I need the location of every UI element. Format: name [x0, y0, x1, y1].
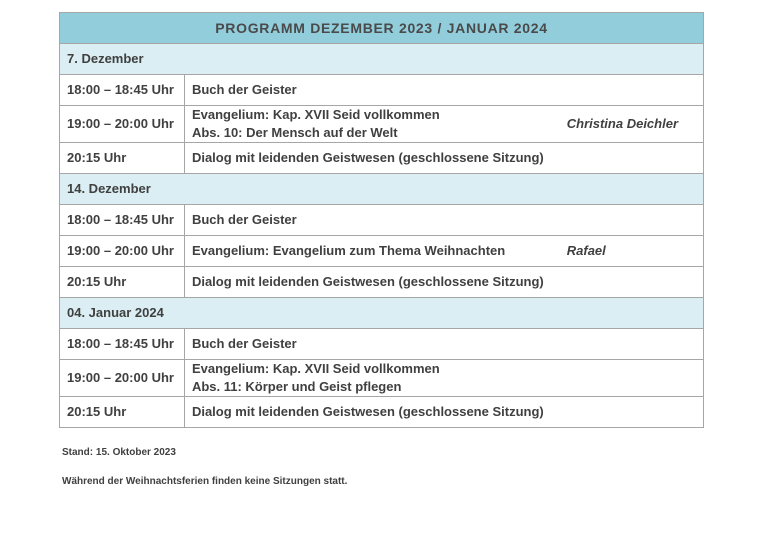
date-row [60, 174, 704, 205]
session-row [60, 329, 704, 360]
session-row [60, 205, 704, 236]
session-topic-line: Abs. 11: Körper und Geist pflegen [191, 379, 402, 394]
date-heading: 7. Dezember [60, 44, 704, 75]
stand-note: Stand: 15. Oktober 2023 [62, 447, 176, 458]
session-speaker: Rafael [567, 236, 704, 267]
session-time: 19:00 – 20:00 Uhr [60, 106, 185, 143]
session-topic-line: Evangelium: Evangelium zum Thema Weihnachten [191, 243, 506, 258]
session-topic-line: Abs. 10: Der Mensch auf der Welt [191, 125, 398, 140]
date-heading: 04. Januar 2024 [60, 298, 704, 329]
session-topic [184, 397, 703, 428]
session-time: 20:15 Uhr [60, 143, 185, 174]
session-topic-line: Buch der Geister [191, 82, 297, 97]
program-title: PROGRAMM DEZEMBER 2023 / JANUAR 2024 [60, 13, 704, 44]
session-time: 18:00 – 18:45 Uhr [60, 205, 185, 236]
session-row [60, 397, 704, 428]
session-topic [184, 267, 703, 298]
session-topic-line: Dialog mit leidenden Geistwesen (geschlossene Sitzung) [191, 150, 544, 165]
session-row [60, 267, 704, 298]
session-time: 19:00 – 20:00 Uhr [60, 236, 185, 267]
session-topic [184, 75, 703, 106]
session-row [60, 75, 704, 106]
session-topic-line: Evangelium: Kap. XVII Seid vollkommen [191, 361, 440, 376]
session-speaker: Christina Deichler [567, 106, 704, 143]
date-row [60, 44, 704, 75]
session-row [60, 236, 704, 267]
session-time: 20:15 Uhr [60, 267, 185, 298]
session-topic-line: Dialog mit leidenden Geistwesen (geschlossene Sitzung) [191, 404, 544, 419]
session-topic [184, 360, 703, 397]
program-table [59, 12, 704, 428]
date-row [60, 298, 704, 329]
session-topic [184, 143, 703, 174]
session-row [60, 360, 704, 397]
session-time: 20:15 Uhr [60, 397, 185, 428]
session-topic-line: Dialog mit leidenden Geistwesen (geschlossene Sitzung) [191, 274, 544, 289]
title-row [60, 13, 704, 44]
session-topic-line: Evangelium: Kap. XVII Seid vollkommen [191, 107, 440, 122]
session-time: 18:00 – 18:45 Uhr [60, 329, 185, 360]
session-row [60, 143, 704, 174]
session-time: 19:00 – 20:00 Uhr [60, 360, 185, 397]
date-heading: 14. Dezember [60, 174, 704, 205]
session-topic-line: Buch der Geister [191, 212, 297, 227]
session-topic [184, 236, 566, 267]
session-topic [184, 329, 703, 360]
holiday-note: Während der Weihnachtsferien finden keine Sitzungen statt. [62, 476, 348, 487]
session-time: 18:00 – 18:45 Uhr [60, 75, 185, 106]
session-topic-line: Buch der Geister [191, 336, 297, 351]
session-row [60, 106, 704, 143]
session-topic [184, 205, 703, 236]
session-topic [184, 106, 566, 143]
